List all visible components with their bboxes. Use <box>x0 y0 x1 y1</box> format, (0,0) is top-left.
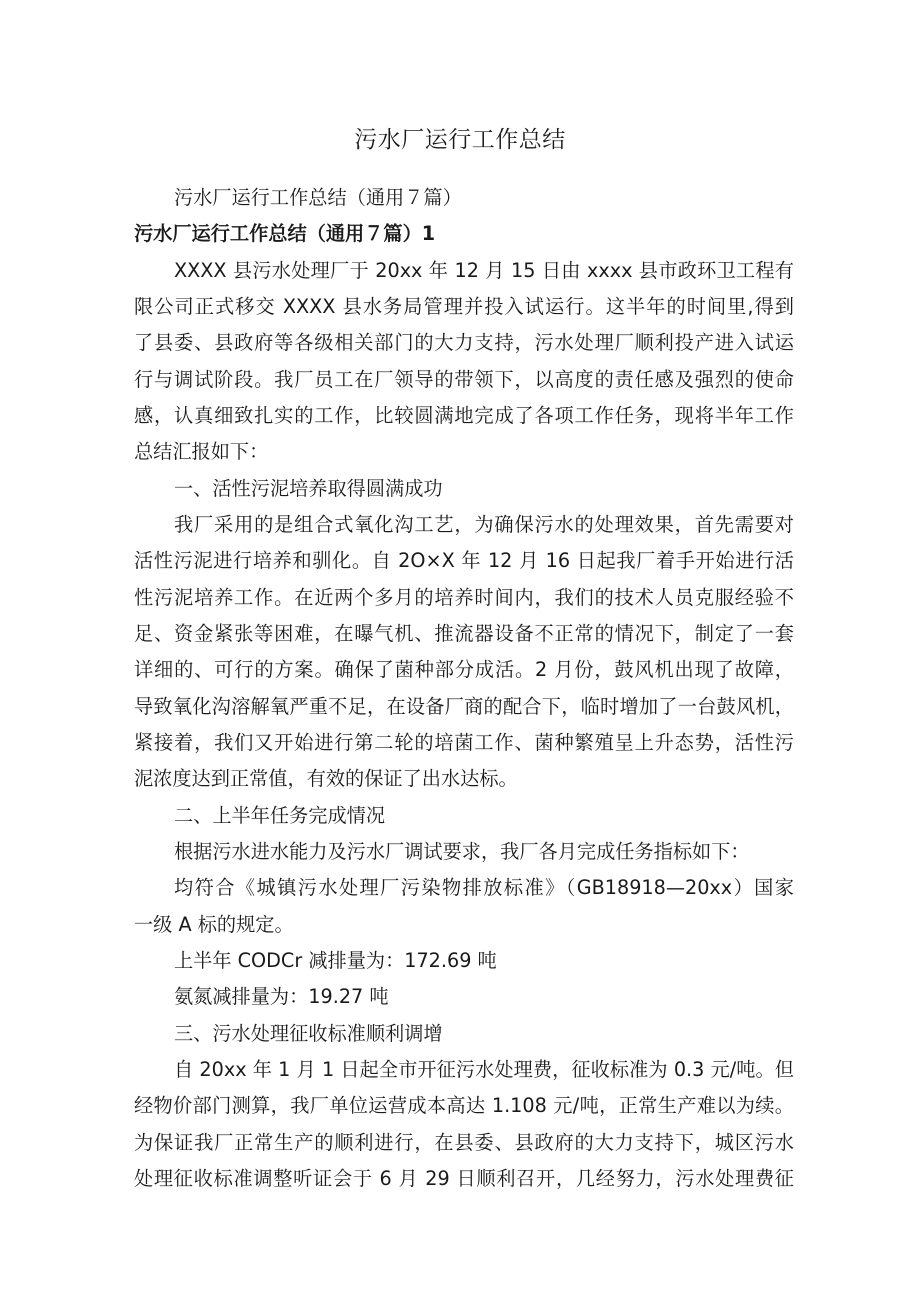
paragraph-line: 足、资金紧张等困难，在曝气机、推流器设备不正常的情况下，制定了一套 <box>134 622 794 645</box>
paragraph-line: 均符合《城镇污水处理厂污染物排放标准》（GB18918—20xx）国家 <box>174 876 794 899</box>
paragraph-line: 总结汇报如下： <box>134 440 269 463</box>
paragraph-line: 活性污泥进行培养和驯化。自 2O×X 年 12 月 16 日起我厂着手开始进行活 <box>134 549 794 572</box>
paragraph-line: 为保证我厂正常生产的顺利进行，在县委、县政府的大力支持下，城区污水 <box>134 1131 794 1154</box>
section-heading-1: 一、活性污泥培养取得圆满成功 <box>174 477 443 500</box>
paragraph-line: 紧接着，我们又开始进行第二轮的培菌工作、菌种繁殖呈上升态势，活性污 <box>134 731 794 754</box>
paragraph-line: 感，认真细致扎实的工作，比较圆满地完成了各项工作任务，现将半年工作 <box>134 404 794 427</box>
document-title: 污水厂运行工作总结 <box>354 127 566 153</box>
paragraph-line: 泥浓度达到正常值，有效的保证了出水达标。 <box>134 767 518 790</box>
paragraph-line: XXXX 县污水处理厂于 20xx 年 12 月 15 日由 xxxx 县市政环卫工程有 <box>174 259 794 282</box>
section-heading-2: 二、上半年任务完成情况 <box>174 804 386 827</box>
paragraph-line: 我厂采用的是组合式氧化沟工艺，为确保污水的处理效果，首先需要对 <box>174 513 794 536</box>
section-heading-3: 三、污水处理征收标准顺利调增 <box>174 1022 443 1045</box>
paragraph-line: 处理征收标准调整听证会于 6 月 29 日顺利召开，几经努力，污水处理费征 <box>134 1167 794 1190</box>
paragraph-line: 一级 A 标的规定。 <box>134 913 294 936</box>
paragraph-line: 性污泥培养工作。在近两个多月的培养时间内，我们的技术人员克服经验不 <box>134 586 794 609</box>
codcr-reduction: 上半年 CODCr 减排量为：172.69 吨 <box>174 949 497 972</box>
ammonia-reduction: 氨氮减排量为：19.27 吨 <box>174 985 389 1008</box>
paragraph-line: 自 20xx 年 1 月 1 日起全市开征污水处理费，征收标准为 0.3 元/吨。但 <box>174 1058 794 1081</box>
paragraph-line: 详细的、可行的方案。确保了菌种部分成活。2 月份，鼓风机出现了故障， <box>134 658 794 681</box>
paragraph-line: 了县委、县政府等各级相关部门的大力支持，污水处理厂顺利投产进入试运 <box>134 331 794 354</box>
document-subtitle: 污水厂运行工作总结（通用７篇） <box>174 186 462 209</box>
paragraph-line: 根据污水进水能力及污水厂调试要求，我厂各月完成任务指标如下： <box>174 840 750 863</box>
paragraph-line: 导致氧化沟溶解氧严重不足，在设备厂商的配合下，临时增加了一台鼓风机， <box>134 695 794 718</box>
section-heading: 污水厂运行工作总结（通用７篇）1 <box>134 222 436 245</box>
paragraph-line: 经物价部门测算，我厂单位运营成本高达 1.108 元/吨，正常生产难以为续。 <box>134 1094 794 1117</box>
paragraph-line: 行与调试阶段。我厂员工在厂领导的带领下，以高度的责任感及强烈的使命 <box>134 368 794 391</box>
paragraph-line: 限公司正式移交 XXXX 县水务局管理并投入试运行。这半年的时间里,得到 <box>134 295 794 318</box>
